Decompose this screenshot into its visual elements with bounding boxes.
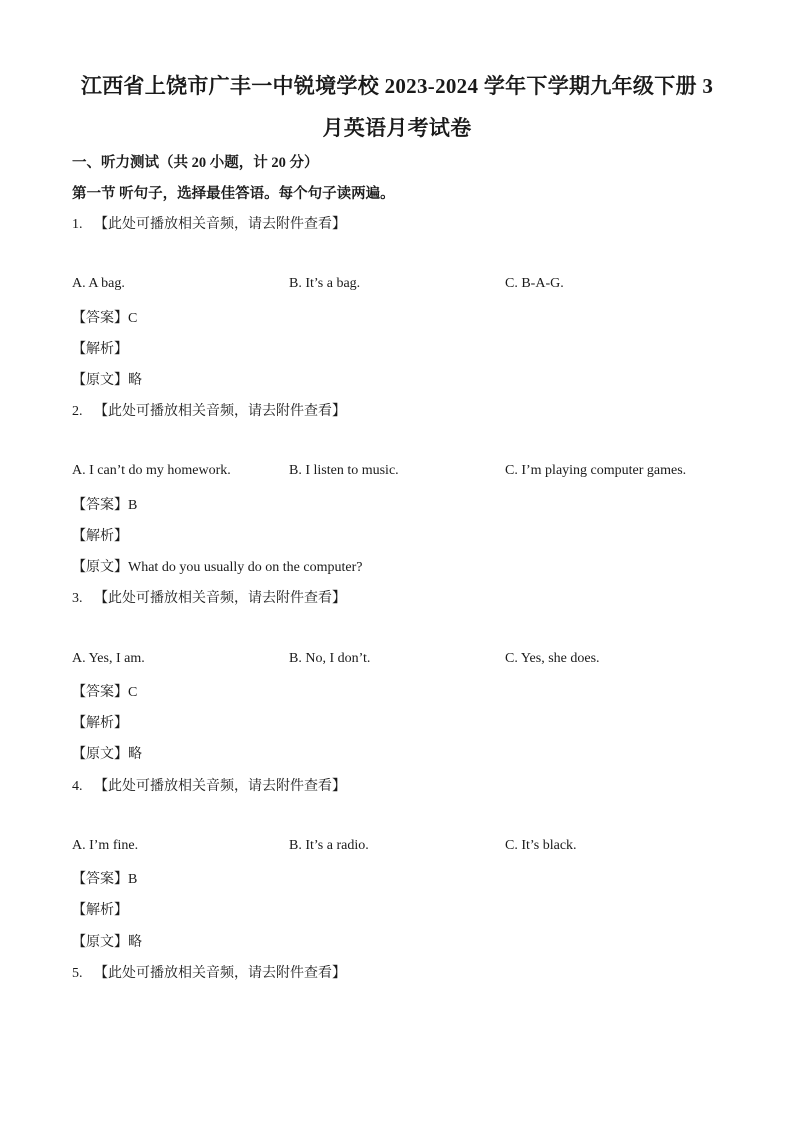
question-2-analysis: 【解析】	[72, 529, 128, 544]
question-number: 1.	[72, 217, 83, 232]
question-1-answer: 【答案】C	[72, 311, 138, 326]
question-4-prompt	[72, 775, 346, 795]
question-1-prompt	[72, 213, 346, 233]
question-4-answer: 【答案】B	[72, 872, 138, 887]
section-heading: 一、听力测试（共 20 小题，计 20 分）	[72, 155, 319, 171]
question-3-answer: 【答案】C	[72, 685, 138, 700]
question-4-analysis: 【解析】	[72, 903, 128, 918]
question-2-answer: 【答案】B	[72, 498, 138, 513]
question-4-original: 【原文】略	[72, 935, 142, 950]
question-5-prompt	[72, 962, 346, 982]
question-2-prompt	[72, 400, 346, 420]
audio-placeholder: 【此处可播放相关音频，请去附件查看】	[94, 779, 346, 794]
question-1-option-b: B. It’s a bag.	[289, 276, 361, 291]
question-number: 4.	[72, 779, 83, 794]
question-4-option-c: C. It’s black.	[505, 838, 577, 853]
question-2-option-c: C. I’m playing computer games.	[505, 463, 687, 478]
audio-placeholder: 【此处可播放相关音频，请去附件查看】	[94, 966, 346, 981]
question-1-original: 【原文】略	[72, 373, 142, 388]
question-1-option-c: C. B-A-G.	[505, 276, 564, 291]
page-title-line2: 月英语月考试卷	[322, 116, 472, 140]
question-2-option-a: A. I can’t do my homework.	[72, 463, 231, 478]
question-3-original: 【原文】略	[72, 747, 142, 762]
question-number: 2.	[72, 404, 83, 419]
question-3-analysis: 【解析】	[72, 716, 128, 731]
audio-placeholder: 【此处可播放相关音频，请去附件查看】	[94, 404, 346, 419]
question-3-prompt	[72, 587, 346, 607]
question-number: 3.	[72, 591, 83, 606]
question-4-option-a: A. I’m fine.	[72, 838, 139, 853]
question-2-option-b: B. I listen to music.	[289, 463, 399, 478]
question-4-option-b: B. It’s a radio.	[289, 838, 369, 853]
question-1-analysis: 【解析】	[72, 342, 128, 357]
question-3-option-b: B. No, I don’t.	[289, 651, 371, 666]
question-3-option-a: A. Yes, I am.	[72, 651, 145, 666]
question-3-option-c: C. Yes, she does.	[505, 651, 600, 666]
audio-placeholder: 【此处可播放相关音频，请去附件查看】	[94, 217, 346, 232]
audio-placeholder: 【此处可播放相关音频，请去附件查看】	[94, 591, 346, 606]
question-number: 5.	[72, 966, 83, 981]
question-1-option-a: A. A bag.	[72, 276, 125, 291]
page-title-line1: 江西省上饶市广丰一中锐境学校 2023-2024 学年下学期九年级下册 3	[80, 74, 714, 98]
subsection-heading: 第一节 听句子，选择最佳答语。每个句子读两遍。	[72, 186, 395, 202]
question-2-original: 【原文】What do you usually do on the computer?	[72, 560, 363, 575]
